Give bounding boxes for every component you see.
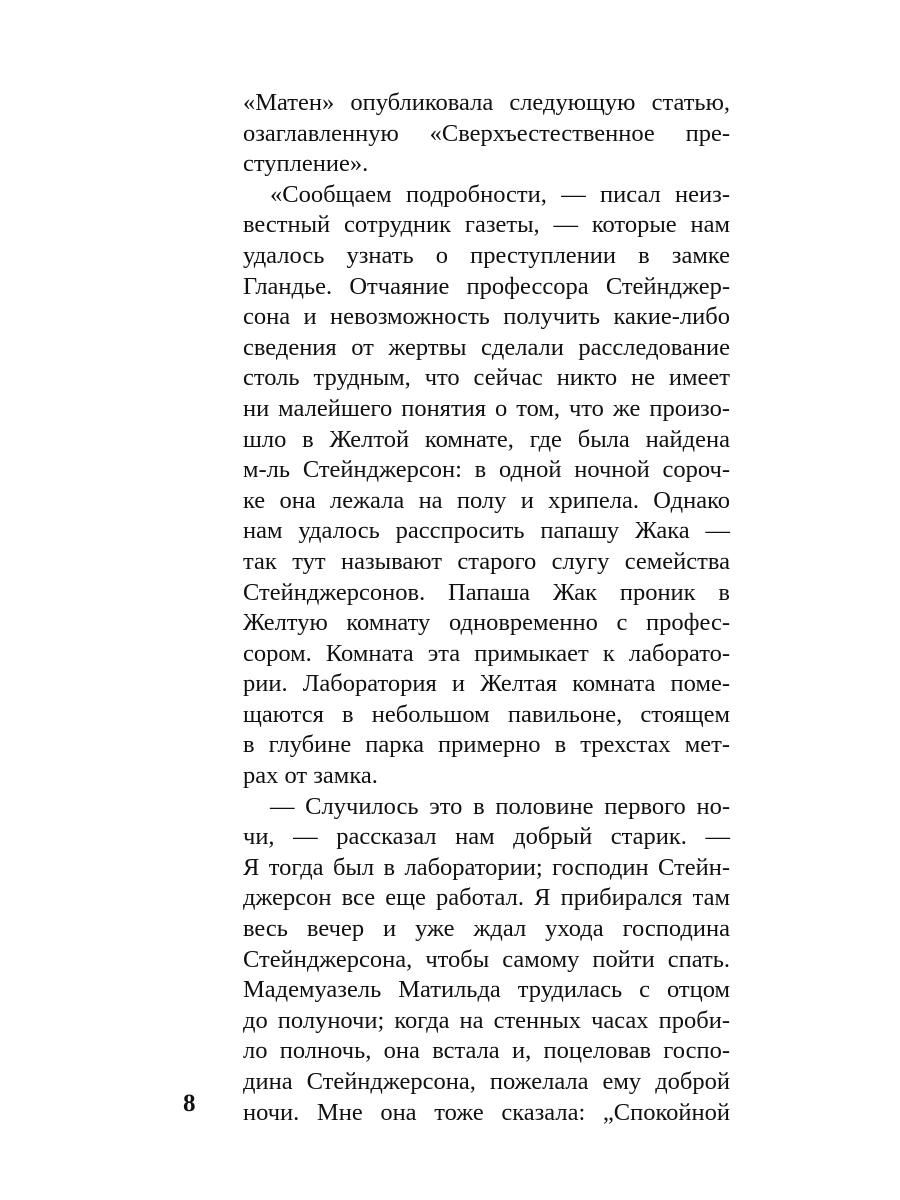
text-line: до полуночи; когда на стенных часах проби- [243,1006,730,1034]
text-line: сором. Комната эта примыкает к лаборато- [243,639,730,667]
text-line: ночи. Мне она тоже сказала: „Спокойной [243,1098,730,1126]
text-line: рах от замка. [243,762,378,790]
text-line: «Сообщаем подробности, — писал неиз- [270,180,730,208]
text-line: «Матен» опубликовала следующую статью, [243,89,730,116]
text-line: м-ль Стейнджерсон: в одной ночной сороч- [243,456,730,484]
text-line: весь вечер и уже ждал ухода господина [243,915,730,943]
text-line: Желтую комнату одновременно с профес- [243,609,730,637]
text-line: чи, — рассказал нам добрый старик. — [243,823,730,851]
text-line: щаются в небольшом павильоне, стоящем [243,700,730,728]
text-line: в глубине парка примерно в трехстах мет- [243,731,730,759]
text-line: — Случилось это в половине первого но- [270,792,730,820]
text-line: сведения от жертвы сделали расследование [243,333,730,361]
text-line: вестный сотрудник газеты, — которые нам [243,211,730,239]
text-line: дина Стейнджерсона, пожелала ему доброй [243,1068,730,1095]
text-line: так тут называют старого слугу семейства [243,547,730,575]
text-line: Стейнджерсона, чтобы самому пойти спать. [243,945,730,973]
text-line: Мадемуазель Матильда трудилась с отцом [243,976,730,1004]
text-line: нам удалось расспросить папашу Жака — [243,517,730,545]
page-number: 8 [183,1090,196,1117]
text-line: ступление». [243,150,369,178]
text-line: сона и невозможность получить какие-либо [243,303,730,331]
text-line: шло в Желтой комнате, где была найдена [243,425,730,453]
text-line: ло полночь, она встала и, поцеловав госпо- [243,1037,730,1065]
text-line: рии. Лаборатория и Желтая комната поме- [243,670,730,698]
text-line: озаглавленную «Сверхъестественное пре- [243,119,730,147]
text-line: ке она лежала на полу и хрипела. Однако [243,486,730,514]
text-line: ни малейшего понятия о том, что же произо- [243,394,730,422]
text-line: джерсон все еще работал. Я прибирался там [243,884,730,912]
text-line: Стейнджерсонов. Папаша Жак проник в [243,578,730,606]
text-line: Я тогда был в лаборатории; господин Стейн- [243,853,730,881]
body-text [243,88,730,1128]
text-line: удалось узнать о преступлении в замке [243,241,730,269]
text-line: столь трудным, что сейчас никто не имеет [243,364,730,392]
text-line: Гландье. Отчаяние профессора Стейнджер- [243,272,730,300]
